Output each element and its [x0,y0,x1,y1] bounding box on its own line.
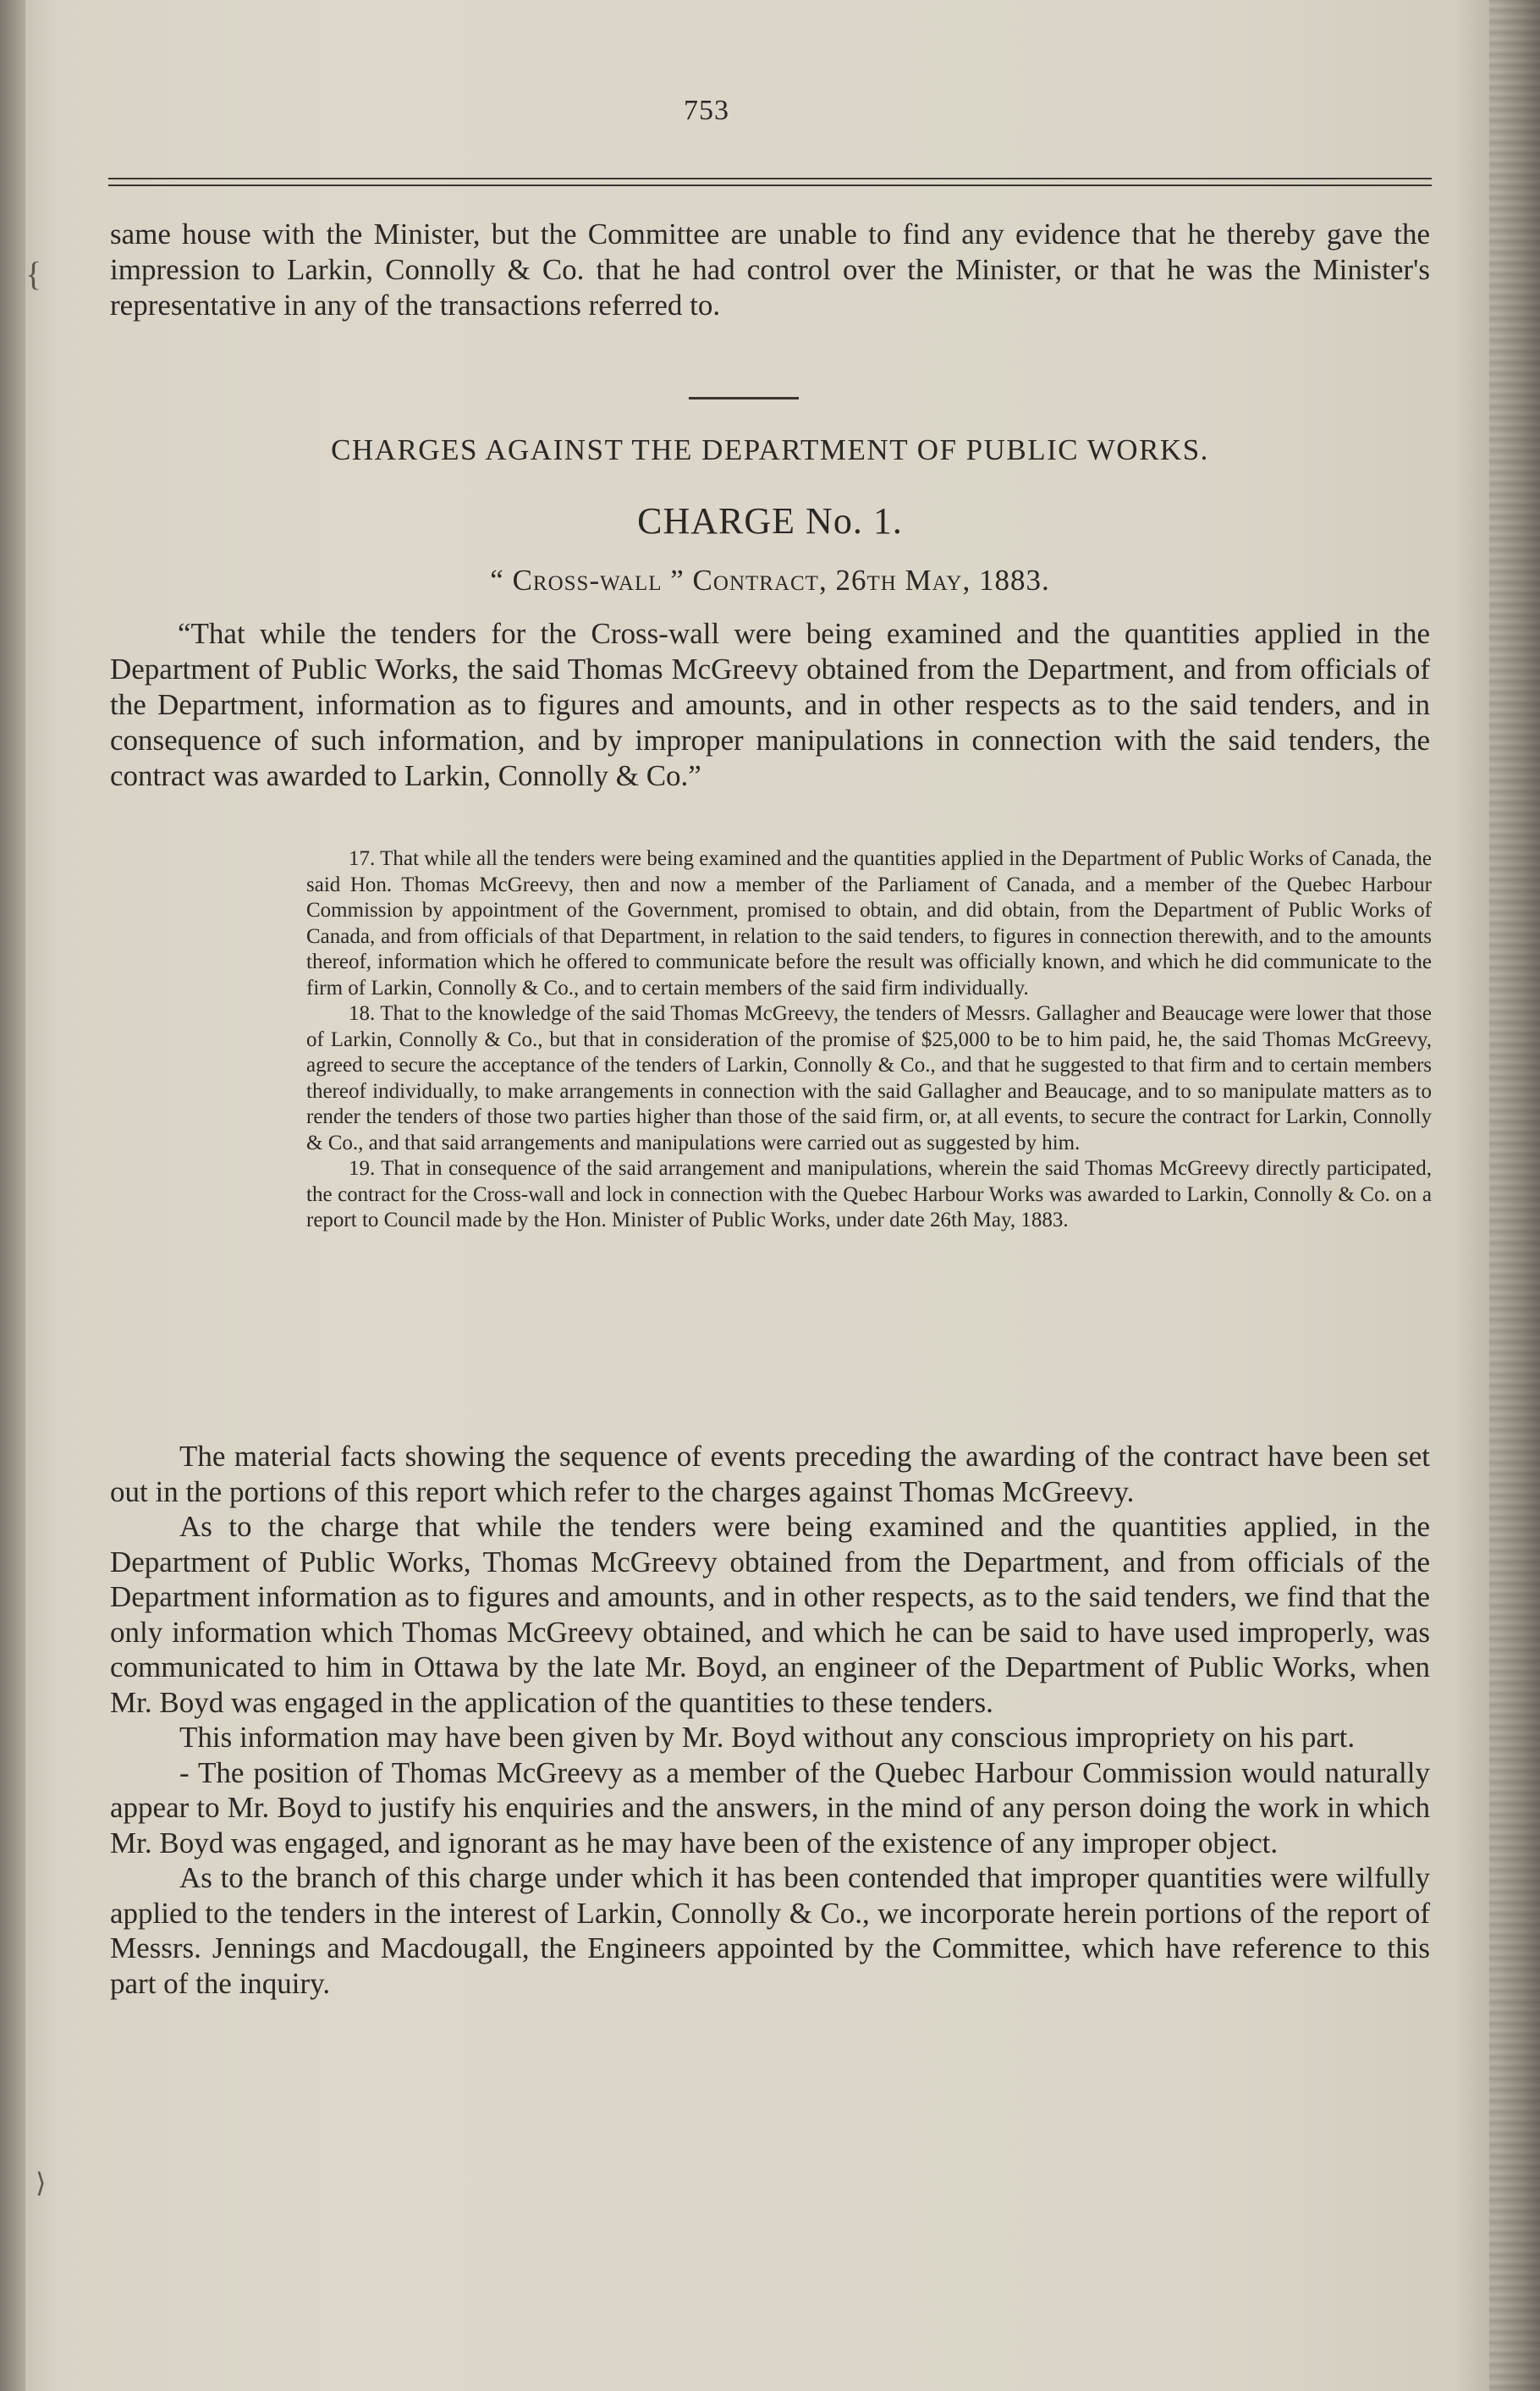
intro-paragraph: same house with the Minister, but the Committee are unable to find any evidence that he thereby gave the impression to Larkin, Connolly & Co. that he had control over the Minister, or that he was the Minister's representative in any of the transactions referred to. [110,218,1430,322]
article-19: 19. That in consequence of the said arrangement and manipulations, wherein the said Thomas McGreevy directly participated, the contract for the Cross-wall and lock in connection with the Quebec Harbour Works was awarded to Larkin, Connolly & Co. on a report to Council made by the Hon. Minister of Public Works, under date 26th May, 1883. [306,1157,1432,1231]
finding-paragraph: As to the charge that while the tenders were being examined and the quantities applied, in the Department of Public Works, Thomas McGreevy obtained from the Department, and from officials of the Department information as to figures and amounts, and in other respects, as to the said tenders, we find that the only information which Thomas McGreevy obtained, and which he can be said to have used improperly, was communicated to him in Ottawa by the late Mr. Boyd, an engineer of the Department of Public Works, when Mr. Boyd was engaged in the application of the quantities to these tenders. [110,1510,1430,1719]
margin-mark-icon: { [25,255,42,293]
charge-heading: CHARGE No. 1. [637,500,903,542]
header-double-rule [108,178,1432,186]
findings-block [110,1439,1430,2001]
margin-mark-icon: ⟩ [36,2168,47,2198]
article-18: 18. That to the knowledge of the said Thomas McGreevy, the tenders of Messrs. Gallagher and Beaucage were lower that those of Larkin, Connolly & Co., but that in consideration of the promise of $25,000 to be to him paid, he, the said Thomas McGreevy, agreed to secure the acceptance of the tenders of Larkin, Connolly & Co., and that he suggested to that firm and to certain members thereof individually, to make arrangements in connection with the said Gallagher and Beaucage, and to so manipulate matters as to render the tenders of those two parties higher than those of the said firm, or, at all events, to secure the contract for Larkin, Connolly & Co., and that said arrangements and manipulations were carried out as suggested by him. [306,1002,1432,1154]
finding-paragraph: This information may have been given by Mr. Boyd without any conscious impropriety on his part. [179,1721,1356,1754]
finding-paragraph: As to the branch of this charge under which it has been contended that improper quantities were wilfully applied to the tenders in the interest of Larkin, Connolly & Co., we incorporate herein portions of the report of Messrs. Jennings and Macdougall, the Engineers appointed by the Committee, which have reference to this part of the inquiry. [110,1861,1430,2000]
article-17: 17. That while all the tenders were being examined and the quantities applied in the Department of Public Works of Canada, the said Hon. Thomas McGreevy, then and now a member of the Parliament of Canada, and a member of the Quebec Harbour Commission by appointment of the Government, promised to obtain, and did obtain, from the Department of Public Works of Canada, and from officials of that Department, in relation to the said tenders, to figures in connection therewith, and to the amounts thereof, information which he offered to communicate before the result was officially known, and which he did communicate to the firm of Larkin, Connolly & Co., and to certain members of the said firm individually. [306,847,1432,1000]
intro-paragraph-block [110,217,1430,323]
page-edge [1489,0,1540,2391]
articles-block [306,846,1432,1234]
charge-quote-block [110,616,1430,794]
page-number: 753 [684,95,729,126]
charge-subheading: “ Cross-wall ” Contract, 26th May, 1883. [490,564,1050,597]
binding-gutter [0,0,25,2391]
charge-quote: “That while the tenders for the Cross-wall were being examined and the quantities applied in the Department of Public Works, the said Thomas McGreevy obtained from the Department, and from officials of the Department, information as to figures and amounts, and in other respects as to the said tenders, and in consequence of such information, and by improper manipulations in connection with the said tenders, the contract was awarded to Larkin, Connolly & Co.” [110,617,1430,792]
section-heading: CHARGES AGAINST THE DEPARTMENT OF PUBLIC WORKS. [331,433,1209,466]
section-divider [689,397,799,399]
finding-paragraph: The material facts showing the sequence of events preceding the awarding of the contract have been set out in the portions of this report which refer to the charges against Thomas McGreevy. [110,1440,1430,1508]
finding-paragraph: - The position of Thomas McGreevy as a member of the Quebec Harbour Commission would naturally appear to Mr. Boyd to justify his enquiries and the answers, in the mind of any person doing the work in which Mr. Boyd was engaged, and ignorant as he may have been of the existence of any improper object. [110,1755,1430,1859]
